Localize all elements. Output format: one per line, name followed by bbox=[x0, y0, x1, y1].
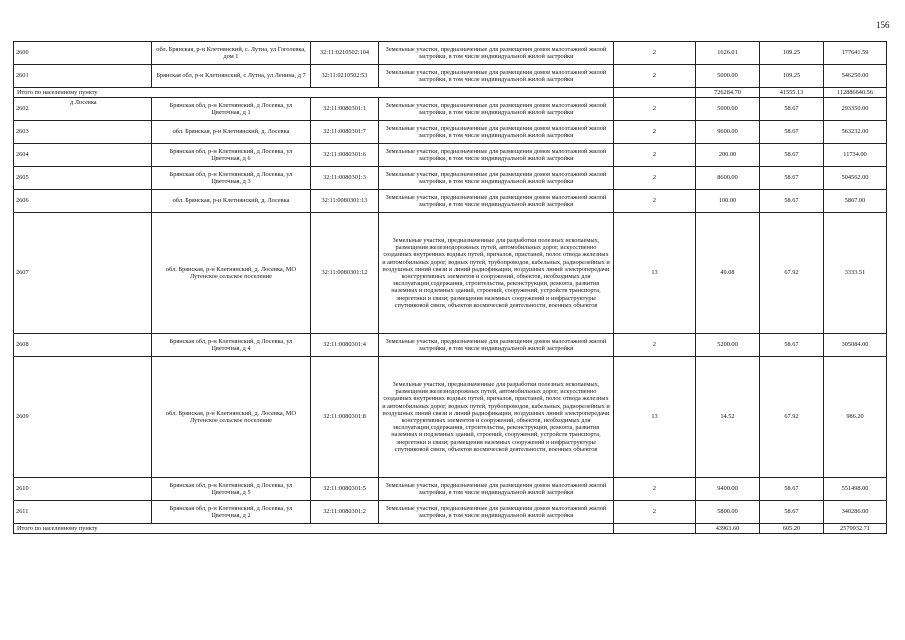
row-number: 2605 bbox=[14, 167, 152, 190]
total-value-cell: 112886640.56 bbox=[824, 88, 887, 98]
area-cell: 5000.00 bbox=[696, 65, 760, 88]
cadastral-value-cell: 551498.00 bbox=[824, 478, 887, 501]
table-row bbox=[14, 478, 887, 501]
address-cell: обл. Брянская, р-н Клетнянский, д. Лосевка bbox=[152, 121, 311, 144]
land-use-cell: Земельные участки, предназначенные для размещения домов малоэтажной жилой застройки, в том числе индивидуальной жилой застройки bbox=[379, 65, 614, 88]
settlement-total-row bbox=[14, 524, 887, 534]
total-area-cell: 726284.70 bbox=[696, 88, 760, 98]
rate-cell: 58.67 bbox=[760, 334, 824, 357]
area-cell: 14.52 bbox=[696, 357, 760, 478]
land-use-cell: Земельные участки, предназначенные для размещения домов малоэтажной жилой застройки, в том числе индивидуальной жилой застройки bbox=[379, 144, 614, 167]
row-number: 2601 bbox=[14, 65, 152, 88]
category-cell: 13 bbox=[614, 357, 696, 478]
cadastral-number-cell: 32:11:0210502:104 bbox=[311, 42, 379, 65]
settlement-name: д Лосевка bbox=[70, 99, 97, 106]
cadastral-number-cell: 32:11:0080301:12 bbox=[311, 213, 379, 334]
address-cell: Брянская обл, р-н Клетнянский, д Лосевка, ул Цветочная, д 1 bbox=[152, 98, 311, 121]
address-cell: Брянская обл, р-н Клетнянский, с Лутна, ул Ленина, д 7 bbox=[152, 65, 311, 88]
rate-cell: 58.67 bbox=[760, 501, 824, 524]
area-cell: 200.00 bbox=[696, 144, 760, 167]
category-cell: 2 bbox=[614, 478, 696, 501]
land-use-cell: Земельные участки, предназначенные для разработки полезных ископаемых, размещения железнодорожных путей, автомобильных дорог, искусственно созданных внутренних водных путей, причалов, пристаней, полос отвода железных и автомобильных дорог, водных путей, трубопроводов, кабельных, радиорелейных и воздушных линий связи и линий радиофикации, воздушных линий электропередачи конструктивных элементов и сооружений, объектов, необходимых для эксплуатации,содержания, строительства, реконструкции, ремонта, развития наземных и подземных зданий, строений, сооружений, устройств транспорта, энергетики и связи; размещения наземных сооружений и инфраструктуры спутниковой связи, объектов космической деятельности, военных объектов bbox=[379, 213, 614, 334]
cadastral-number-cell: 32:11:0080301:4 bbox=[311, 334, 379, 357]
category-cell: 2 bbox=[614, 98, 696, 121]
cadastral-number-cell: 32:11:0080301:2 bbox=[311, 501, 379, 524]
rate-cell: 67.92 bbox=[760, 357, 824, 478]
area-cell: 8600.00 bbox=[696, 167, 760, 190]
category-cell: 2 bbox=[614, 167, 696, 190]
area-cell: 5200.00 bbox=[696, 334, 760, 357]
category-cell: 2 bbox=[614, 121, 696, 144]
rate-cell: 58.67 bbox=[760, 121, 824, 144]
rate-cell: 58.67 bbox=[760, 144, 824, 167]
land-use-cell: Земельные участки, предназначенные для разработки полезных ископаемых, размещения железнодорожных путей, автомобильных дорог, искусственно созданных внутренних водных путей, причалов, пристаней, полос отвода железных и автомобильных дорог, водных путей, трубопроводов, кабельных, радиорелейных и воздушных линий связи и линий радиофикации, воздушных линий электропередачи конструктивных элементов и сооружений, объектов, необходимых для эксплуатации,содержания, строительства, реконструкции, ремонта, развития наземных и подземных зданий, строений, сооружений, устройств транспорта, энергетики и связи; размещения наземных сооружений и инфраструктуры спутниковой связи, объектов космической деятельности, военных объектов bbox=[379, 357, 614, 478]
total-area-cell: 43963.60 bbox=[696, 524, 760, 534]
table-row bbox=[14, 167, 887, 190]
table-row bbox=[14, 357, 887, 478]
row-number: 2602 д Лосевка bbox=[14, 98, 152, 121]
row-number: 2608 bbox=[14, 334, 152, 357]
row-number: 2609 bbox=[14, 357, 152, 478]
land-use-cell: Земельные участки, предназначенные для размещения домов малоэтажной жилой застройки, в том числе индивидуальной жилой застройки bbox=[379, 98, 614, 121]
total-label: Итого по населенному пункту bbox=[14, 88, 614, 98]
row-number: 2600 bbox=[14, 42, 152, 65]
area-cell: 5000.00 bbox=[696, 98, 760, 121]
total-rate-cell: 41555.13 bbox=[760, 88, 824, 98]
land-use-cell: Земельные участки, предназначенные для размещения домов малоэтажной жилой застройки, в том числе индивидуальной жилой застройки bbox=[379, 121, 614, 144]
address-cell: обл. Брянская, р-н Клетнянский, д. Лосевка bbox=[152, 190, 311, 213]
table-row bbox=[14, 213, 887, 334]
address-cell: Брянская обл, р-н Клетнянский, д Лосевка, ул Цветочная, д 6 bbox=[152, 144, 311, 167]
category-cell: 2 bbox=[614, 65, 696, 88]
address-cell: обл. Брянская, р-н Клетнянский, д. Лосевка, МО Лутенское сельское поселение bbox=[152, 357, 311, 478]
category-cell: 2 bbox=[614, 334, 696, 357]
land-use-cell: Земельные участки, предназначенные для размещения домов малоэтажной жилой застройки, в том числе индивидуальной жилой застройки bbox=[379, 501, 614, 524]
address-cell: Брянская обл, р-н Клетнянский, д Лосевка, ул Цветочная, д 4 bbox=[152, 334, 311, 357]
land-use-cell: Земельные участки, предназначенные для размещения домов малоэтажной жилой застройки, в том числе индивидуальной жилой застройки bbox=[379, 167, 614, 190]
page-number: 156 bbox=[876, 20, 890, 30]
cadastral-number-cell: 32:11:0080301:8 bbox=[311, 357, 379, 478]
cadastral-value-table bbox=[13, 41, 887, 534]
row-number: 2606 bbox=[14, 190, 152, 213]
rate-cell: 58.67 bbox=[760, 98, 824, 121]
cadastral-number-cell: 32:11:0210502:53 bbox=[311, 65, 379, 88]
area-cell: 9600.00 bbox=[696, 121, 760, 144]
cadastral-value-cell: 5867.00 bbox=[824, 190, 887, 213]
rate-cell: 58.67 bbox=[760, 190, 824, 213]
empty-cell bbox=[614, 88, 696, 98]
table-row bbox=[14, 65, 887, 88]
cadastral-value-cell: 504562.00 bbox=[824, 167, 887, 190]
area-cell: 49.08 bbox=[696, 213, 760, 334]
cadastral-value-cell: 305084.00 bbox=[824, 334, 887, 357]
area-cell: 100.00 bbox=[696, 190, 760, 213]
cadastral-number-cell: 32:11:0080301:1 bbox=[311, 98, 379, 121]
table-row bbox=[14, 144, 887, 167]
table-row bbox=[14, 98, 887, 121]
rate-cell: 109.25 bbox=[760, 65, 824, 88]
cadastral-number-cell: 32:11:0080301:5 bbox=[311, 478, 379, 501]
cadastral-value-cell: 293350.00 bbox=[824, 98, 887, 121]
land-use-cell: Земельные участки, предназначенные для размещения домов малоэтажной жилой застройки, в том числе индивидуальной жилой застройки bbox=[379, 42, 614, 65]
address-cell: Брянская обл, р-н Клетнянский, д Лосевка, ул Цветочная, д 5 bbox=[152, 478, 311, 501]
empty-cell bbox=[614, 524, 696, 534]
cadastral-number-cell: 32:11:0080301:7 bbox=[311, 121, 379, 144]
category-cell: 2 bbox=[614, 501, 696, 524]
settlement-total-row bbox=[14, 88, 887, 98]
row-number: 2607 bbox=[14, 213, 152, 334]
table-row bbox=[14, 190, 887, 213]
row-number: 2603 bbox=[14, 121, 152, 144]
total-rate-cell: 605.20 bbox=[760, 524, 824, 534]
row-number: 2604 bbox=[14, 144, 152, 167]
cadastral-number-cell: 32:11:0080301:3 bbox=[311, 167, 379, 190]
cadastral-value-cell: 563232.00 bbox=[824, 121, 887, 144]
table-row bbox=[14, 121, 887, 144]
land-use-cell: Земельные участки, предназначенные для размещения домов малоэтажной жилой застройки, в том числе индивидуальной жилой застройки bbox=[379, 334, 614, 357]
rate-cell: 58.67 bbox=[760, 167, 824, 190]
area-cell: 9400.00 bbox=[696, 478, 760, 501]
address-cell: обл. Брянская, р-н Клетнянский, с. Лутна, ул Гоголевка, дом 1 bbox=[152, 42, 311, 65]
rate-cell: 67.92 bbox=[760, 213, 824, 334]
cadastral-value-cell: 177641.59 bbox=[824, 42, 887, 65]
cadastral-value-cell: 340286.00 bbox=[824, 501, 887, 524]
cadastral-number-cell: 32:11:0080301:13 bbox=[311, 190, 379, 213]
cadastral-value-cell: 3333.51 bbox=[824, 213, 887, 334]
address-cell: Брянская обл, р-н Клетнянский, д Лосевка, ул Цветочная, д 2 bbox=[152, 501, 311, 524]
rate-cell: 109.25 bbox=[760, 42, 824, 65]
rate-cell: 58.67 bbox=[760, 478, 824, 501]
address-cell: Брянская обл, р-н Клетнянский, д Лосевка, ул Цветочная, д 3 bbox=[152, 167, 311, 190]
cadastral-value-cell: 546250.00 bbox=[824, 65, 887, 88]
cadastral-value-cell: 11734.00 bbox=[824, 144, 887, 167]
table-row bbox=[14, 42, 887, 65]
table-row bbox=[14, 501, 887, 524]
table-row bbox=[14, 334, 887, 357]
cadastral-value-cell: 986.20 bbox=[824, 357, 887, 478]
land-use-cell: Земельные участки, предназначенные для размещения домов малоэтажной жилой застройки, в том числе индивидуальной жилой застройки bbox=[379, 478, 614, 501]
category-cell: 13 bbox=[614, 213, 696, 334]
land-use-cell: Земельные участки, предназначенные для размещения домов малоэтажной жилой застройки, в том числе индивидуальной жилой застройки bbox=[379, 190, 614, 213]
area-cell: 1626.01 bbox=[696, 42, 760, 65]
row-number: 2610 bbox=[14, 478, 152, 501]
address-cell: обл. Брянская, р-н Клетнянский, д. Лосевка, МО Лутенское сельское поселение bbox=[152, 213, 311, 334]
cadastral-number-cell: 32:11:0080301:6 bbox=[311, 144, 379, 167]
category-cell: 2 bbox=[614, 190, 696, 213]
total-value-cell: 2579932.71 bbox=[824, 524, 887, 534]
total-label: Итого по населенному пункту bbox=[14, 524, 614, 534]
category-cell: 2 bbox=[614, 42, 696, 65]
category-cell: 2 bbox=[614, 144, 696, 167]
area-cell: 5800.00 bbox=[696, 501, 760, 524]
row-number: 2611 bbox=[14, 501, 152, 524]
